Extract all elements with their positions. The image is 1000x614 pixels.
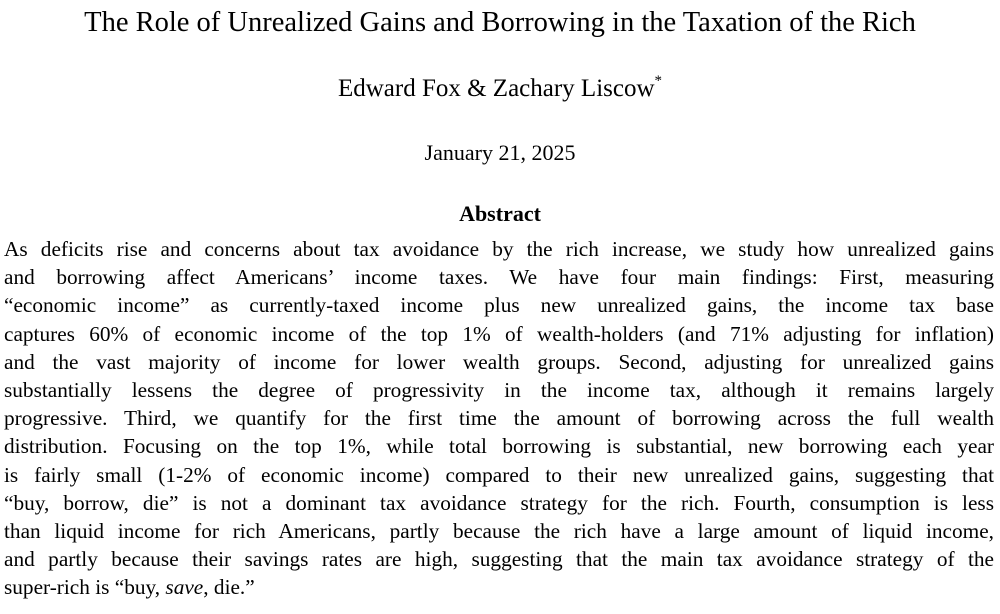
abstract-line: distribution. Focusing on the top 1%, while total borrowing is substantial, new borrowing each year — [4, 434, 994, 459]
abstract-body — [4, 235, 994, 601]
abstract-line: than liquid income for rich Americans, partly because the rich have a large amount of liquid income, — [4, 518, 994, 543]
abstract-line: and borrowing affect Americans’ income taxes. We have four main findings: First, measuring — [4, 265, 994, 290]
abstract-line: and partly because their savings rates are high, suggesting that the main tax avoidance strategy of the — [4, 547, 994, 572]
abstract-last-line — [4, 573, 994, 601]
author-footnote-mark: * — [654, 73, 663, 89]
abstract-last-line-end: , die.” — [203, 575, 255, 600]
abstract-line: substantially lessens the degree of progressivity in the income tax, although it remains largely — [4, 377, 994, 402]
abstract-line: progressive. Third, we quantify for the first time the amount of borrowing across the full wealth — [4, 406, 994, 431]
abstract-line: “buy, borrow, die” is not a dominant tax avoidance strategy for the rich. Fourth, consumption is less — [4, 490, 994, 515]
authors: Edward Fox & Zachary Liscow — [337, 75, 655, 102]
abstract-line: is fairly small (1-2% of economic income) compared to their new unrealized gains, suggesting that — [4, 462, 994, 487]
abstract-last-line-start: super-rich is “buy, — [4, 575, 166, 600]
abstract-line: “economic income” as currently-taxed income plus new unrealized gains, the income tax base — [4, 293, 994, 318]
publication-date: January 21, 2025 — [424, 140, 576, 165]
abstract-line: captures 60% of economic income of the top 1% of wealth-holders (and 71% adjusting for inflation) — [4, 321, 994, 346]
author-line — [0, 72, 1000, 106]
paper-title: The Role of Unrealized Gains and Borrowing in the Taxation of the Rich — [84, 7, 916, 38]
abstract-italic-word: save — [165, 575, 204, 600]
abstract-line: As deficits rise and concerns about tax avoidance by the rich increase, we study how unrealized gains — [4, 237, 994, 261]
abstract-heading: Abstract — [459, 201, 541, 226]
abstract-line: and the vast majority of income for lower wealth groups. Second, adjusting for unrealized gains — [4, 349, 994, 374]
